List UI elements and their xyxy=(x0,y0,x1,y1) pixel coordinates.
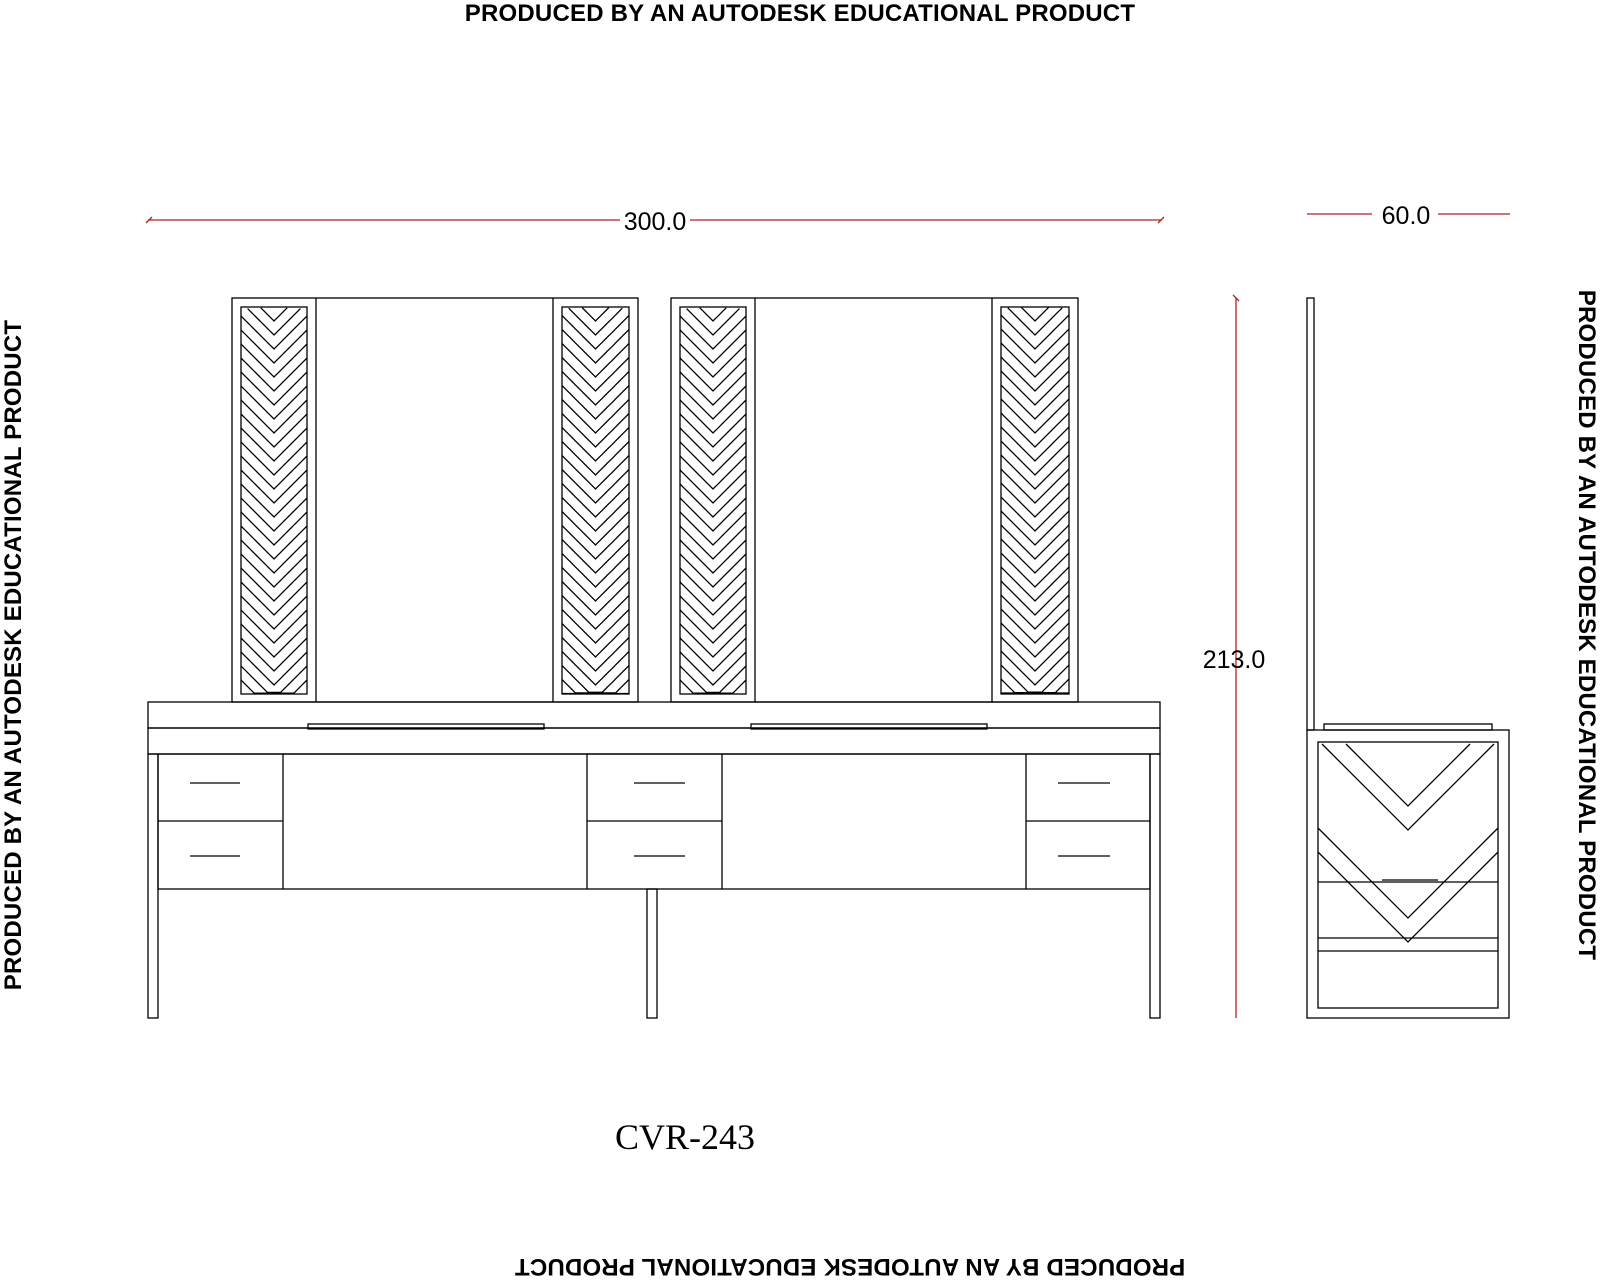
model-code: CVR-243 xyxy=(614,1117,755,1157)
chevron-line xyxy=(261,308,287,321)
chevron-line xyxy=(241,680,307,693)
chevron-strip xyxy=(680,307,746,694)
dimension-lines xyxy=(146,214,1510,1018)
chevron-line xyxy=(1021,307,1048,321)
drawer-body xyxy=(158,754,1150,889)
table-legs xyxy=(148,754,1160,1018)
side-elevation xyxy=(1307,298,1509,1018)
chevron-strip xyxy=(562,307,629,694)
chevron-strip xyxy=(241,307,307,694)
chevron-strips xyxy=(241,307,1069,694)
chevron-line xyxy=(680,680,746,693)
chevron-line xyxy=(582,308,609,321)
chevron-strip xyxy=(1001,307,1069,694)
chevron-line xyxy=(241,666,307,692)
chevron-line xyxy=(562,680,629,693)
watermark-left: PRODUCED BY AN AUTODESK EDUCATIONAL PRODUCT xyxy=(0,319,27,991)
table-top xyxy=(148,702,1160,754)
chevron-line xyxy=(562,666,629,693)
chevron-line xyxy=(700,308,726,321)
watermark-bottom: PRODUCED BY AN AUTODESK EDUCATIONAL PRODUCT xyxy=(514,1253,1186,1280)
drawer-handles xyxy=(190,783,1110,856)
watermark-right: PRODUCED BY AN AUTODESK EDUCATIONAL PRODUCT xyxy=(1573,289,1600,961)
dimension-width-label: 300.0 xyxy=(623,208,687,236)
chevron-line xyxy=(1001,665,1069,692)
dimension-height-label: 213.0 xyxy=(1202,646,1266,674)
chevron-line xyxy=(680,666,746,692)
dimension-depth-label: 60.0 xyxy=(1381,202,1431,230)
watermark-top: PRODUCED BY AN AUTODESK EDUCATIONAL PRODUCT xyxy=(464,0,1136,27)
